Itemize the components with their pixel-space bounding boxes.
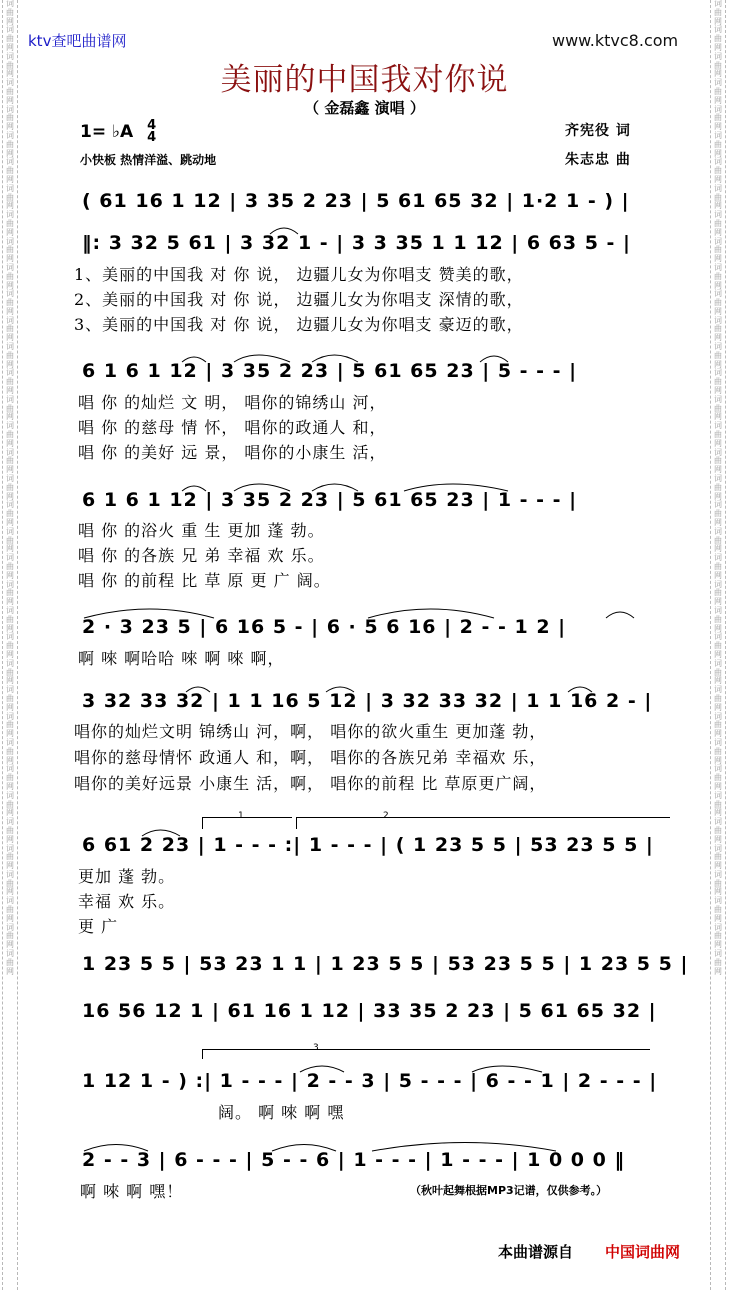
lyric-line-11: 啊 唻 啊 嘿！ — [80, 1182, 184, 1201]
lyric-line-5: 啊 唻 啊哈哈 唻 啊 唻 啊， — [78, 649, 285, 668]
lyric-line-10: 阔。 啊 唻 啊 嘿 — [218, 1103, 345, 1122]
time-bottom: 4 — [147, 130, 157, 145]
key-signature — [80, 120, 156, 144]
site-logo-left[interactable]: ktv查吧曲谱网 — [28, 32, 127, 50]
song-title: 美丽的中国我对你说 — [220, 62, 509, 98]
volta-2-left-edge — [296, 817, 297, 829]
song-singer: （ 金磊鑫 演唱 ） — [304, 99, 425, 117]
lyricist-credit: 齐宪役 词 — [565, 123, 631, 139]
notation-line-6: 3 32 33 32 | 1 1 16 5 12 | 3 32 33 32 | 1 1 16 2 - | — [82, 690, 653, 712]
lyric-line-6-verse-3: 唱你的美好远景 小康生 活，啊， 唱你的前程 比 草原更广阔， — [74, 774, 547, 793]
lyric-line-7-verse-1: 更加 蓬 勃。 — [78, 867, 176, 886]
lyric-line-3-verse-2: 唱 你 的慈母 情 怀， 唱你的政通人 和， — [78, 418, 387, 437]
volta-2-bracket — [296, 817, 670, 818]
right-watermark-strip: 词曲网词曲网词曲网词曲网词曲网词曲网词曲网词曲网词曲网词曲网词曲网词曲网词曲网词曲网词曲网词曲网词曲网词曲网词曲网词曲网词曲网词曲网词曲网词曲网词曲网词曲网词曲网词曲网词曲网词曲网词曲网词曲网词曲网词曲网词曲网词曲网词曲网 — [710, 0, 726, 1290]
lyric-line-7-verse-3: 更 广 — [78, 917, 119, 936]
time-signature — [147, 120, 156, 144]
notation-line-2: ‖: 3 32 5 61 | 3 32 1 - | 3 3 35 1 1 12 | 6 63 5 - | — [82, 232, 631, 254]
left-watermark-strip: 词曲网词曲网词曲网词曲网词曲网词曲网词曲网词曲网词曲网词曲网词曲网词曲网词曲网词曲网词曲网词曲网词曲网词曲网词曲网词曲网词曲网词曲网词曲网词曲网词曲网词曲网词曲网词曲网词曲网词曲网词曲网词曲网词曲网词曲网词曲网词曲网词曲网 — [2, 0, 18, 1290]
composer-credit: 朱志忠 曲 — [565, 152, 631, 168]
notation-line-4: 6 1 6 1 12 | 3 35 2 23 | 5 61 65 23 | 1 - - - | — [82, 489, 578, 511]
volta-2-label: 2 — [383, 811, 389, 821]
lyric-line-3-verse-1: 唱 你 的灿烂 文 明， 唱你的锦绣山 河， — [78, 393, 387, 412]
notation-line-11: 2 - - 3 | 6 - - - | 5 - - 6 | 1 - - - | 1 - - - | 1 0 0 0 ‖ — [82, 1149, 625, 1171]
notation-line-10: 1 12 1 - ) :| 1 - - - | 2 - - 3 | 5 - - - | 6 - - 1 | 2 - - - | — [82, 1070, 658, 1092]
lyric-line-2-verse-2: 2、美丽的中国我 对 你 说， 边疆儿女为你唱支 深情的歌， — [74, 290, 524, 309]
triplet-bracket — [202, 1049, 650, 1050]
notation-line-5: 2 · 3 23 5 | 6 16 5 - | 6 · 5 6 16 | 2 - - 1 2 | — [82, 616, 567, 638]
site-url-right[interactable]: www.ktvc8.com — [552, 31, 679, 50]
notation-line-1: ( 61 16 1 12 | 3 35 2 23 | 5 61 65 32 | 1·2 1 - ) | — [82, 190, 630, 212]
key-label: 1= ♭A — [80, 122, 134, 142]
lyric-line-6-verse-2: 唱你的慈母情怀 政通人 和，啊， 唱你的各族兄弟 幸福欢 乐， — [74, 748, 547, 767]
tempo-marking: 小快板 热情洋溢、跳动地 — [80, 153, 217, 167]
lyric-line-4-verse-2: 唱 你 的各族 兄 弟 幸福 欢 乐。 — [78, 546, 325, 565]
triplet-label: 3 — [313, 1043, 319, 1053]
notation-line-3: 6 1 6 1 12 | 3 35 2 23 | 5 61 65 23 | 5 - - - | — [82, 360, 578, 382]
lyric-line-6-verse-1: 唱你的灿烂文明 锦绣山 河，啊， 唱你的欲火重生 更加蓬 勃， — [74, 722, 547, 741]
notation-line-7: 6 61 2 23 | 1 - - - :| 1 - - - | ( 1 23 5 5 | 53 23 5 5 | — [82, 834, 654, 856]
volta-1-label: 1 — [238, 811, 244, 821]
volta-1-left-edge — [202, 817, 203, 829]
footer-source-link[interactable]: 中国词曲网 — [605, 1243, 681, 1261]
lyric-line-2-verse-1: 1、美丽的中国我 对 你 说， 边疆儿女为你唱支 赞美的歌， — [74, 265, 524, 284]
triplet-bracket-left-edge — [202, 1049, 203, 1059]
lyric-line-3-verse-3: 唱 你 的美好 远 景， 唱你的小康生 活， — [78, 443, 387, 462]
transcription-note: （秋叶起舞根据MP3记谱，仅供参考。） — [410, 1184, 608, 1197]
footer-source-prefix: 本曲谱源自 — [498, 1243, 574, 1261]
time-top: 4 — [147, 118, 157, 133]
slur-arc — [606, 612, 634, 618]
notation-line-8: 1 23 5 5 | 53 23 1 1 | 1 23 5 5 | 53 23 5 5 | 1 23 5 5 | — [82, 953, 689, 975]
volta-1-bracket — [202, 817, 292, 818]
notation-line-9: 16 56 12 1 | 61 16 1 12 | 33 35 2 23 | 5 61 65 32 | — [82, 1000, 657, 1022]
lyric-line-4-verse-3: 唱 你 的前程 比 草 原 更 广 阔。 — [78, 571, 331, 590]
lyric-line-4-verse-1: 唱 你 的浴火 重 生 更加 蓬 勃。 — [78, 521, 325, 540]
lyric-line-7-verse-2: 幸福 欢 乐。 — [78, 892, 176, 911]
lyric-line-2-verse-3: 3、美丽的中国我 对 你 说， 边疆儿女为你唱支 豪迈的歌， — [74, 315, 524, 334]
